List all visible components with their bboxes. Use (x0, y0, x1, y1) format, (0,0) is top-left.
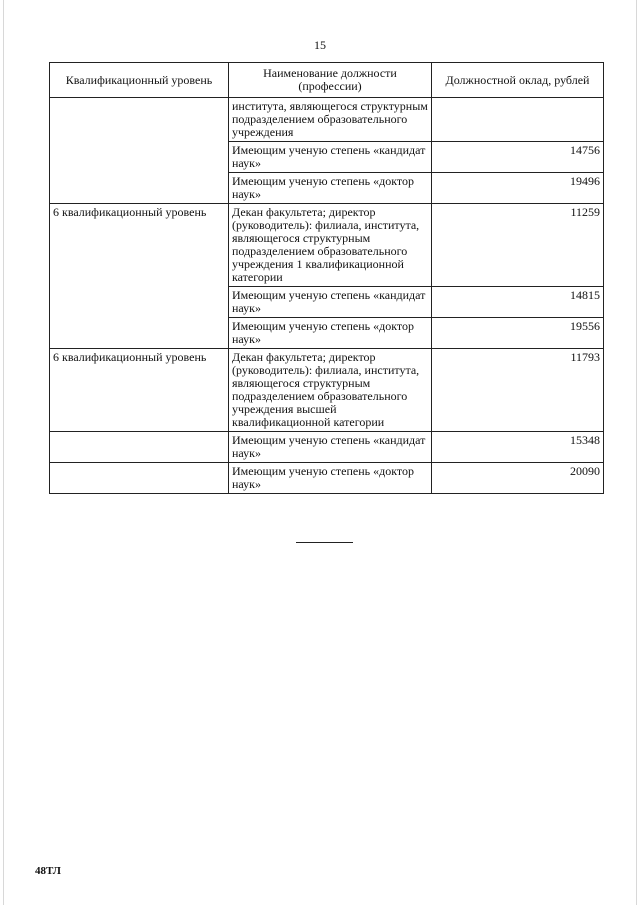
salary-cell: 19496 (432, 173, 604, 204)
salary-cell: 11793 (432, 349, 604, 432)
salary-cell: 14756 (432, 142, 604, 173)
level-cell: 6 квалификационный уровень (50, 349, 229, 432)
position-cell: института, являющегося структурным подразделением образовательного учреждения (229, 98, 432, 142)
position-cell: Имеющим ученую степень «доктор наук» (229, 318, 432, 349)
level-cell (50, 463, 229, 494)
table-row (50, 432, 604, 463)
scan-edge-left (3, 0, 4, 905)
salary-table (49, 62, 604, 494)
table-row (50, 463, 604, 494)
salary-cell: 20090 (432, 463, 604, 494)
salary-cell: 14815 (432, 287, 604, 318)
table-header-row (50, 63, 604, 98)
position-cell: Имеющим ученую степень «кандидат наук» (229, 142, 432, 173)
table-row (50, 204, 604, 287)
salary-cell: 19556 (432, 318, 604, 349)
position-cell: Имеющим ученую степень «доктор наук» (229, 173, 432, 204)
header-level: Квалификационный уровень (50, 63, 229, 98)
table-row (50, 98, 604, 142)
position-cell: Декан факультета; директор (руководитель): филиала, института, являющегося структурным подразделением образовательного учреждения 1 квалификационной категории (229, 204, 432, 287)
position-cell: Имеющим ученую степень «доктор наук» (229, 463, 432, 494)
level-cell (50, 98, 229, 204)
position-cell: Декан факультета; директор (руководитель): филиала, института, являющегося структурным подразделением образовательного учреждения высшей квалификационной категории (229, 349, 432, 432)
page-number: 15 (314, 38, 326, 52)
end-of-document-rule (296, 542, 353, 543)
scan-edge-right (636, 0, 637, 905)
salary-cell (432, 98, 604, 142)
position-cell: Имеющим ученую степень «кандидат наук» (229, 287, 432, 318)
salary-cell: 15348 (432, 432, 604, 463)
position-cell: Имеющим ученую степень «кандидат наук» (229, 432, 432, 463)
salary-cell: 11259 (432, 204, 604, 287)
header-salary: Должностной оклад, рублей (432, 63, 604, 98)
header-position: Наименование должности (профессии) (229, 63, 432, 98)
footer-code: 48ТЛ (35, 865, 61, 877)
table-row (50, 349, 604, 432)
level-cell (50, 432, 229, 463)
level-cell: 6 квалификационный уровень (50, 204, 229, 349)
